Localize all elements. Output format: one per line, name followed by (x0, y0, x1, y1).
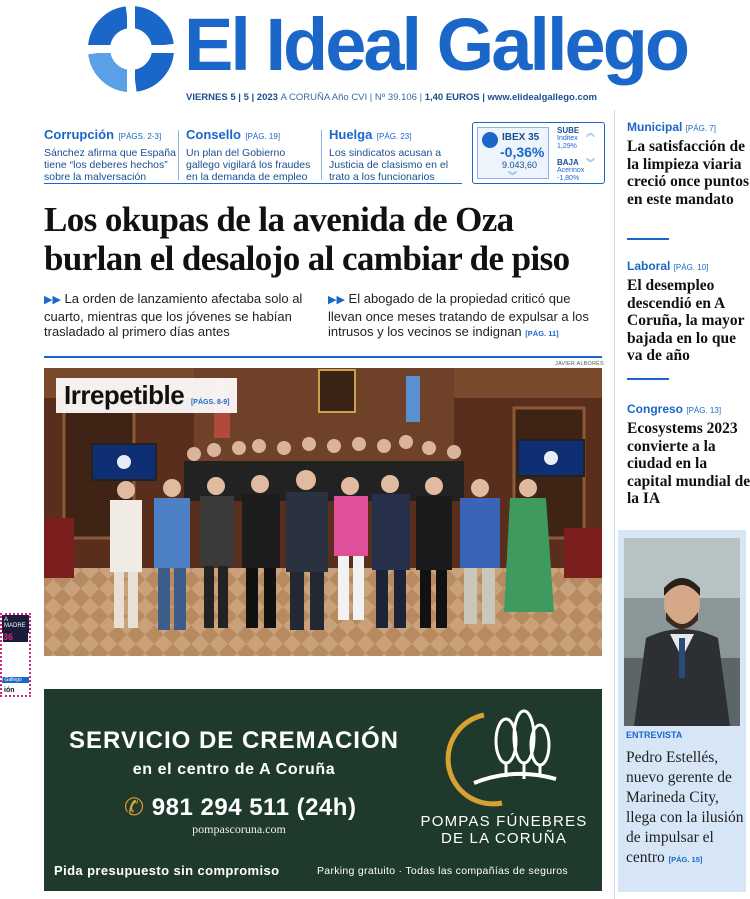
ibex-up-pct: 1,29% (557, 143, 577, 150)
subhead-left (44, 291, 314, 340)
chart-trend-icon (482, 132, 498, 148)
teaser-page: [PÁG. 23] (376, 132, 412, 141)
teaser-text: Un plan del Gobierno gallego vigilará los fraudes en la demanda de empleo (186, 147, 311, 183)
photo-credit: JAVIER ALBORÉS (555, 361, 604, 367)
photo-label-page: [PÁGS. 8-9] (190, 399, 230, 406)
ibex-market-box[interactable] (472, 122, 605, 184)
story-page: [PÁG. 13] (686, 406, 722, 415)
chevron-down-icon: ︾ (508, 171, 518, 181)
ad-subtitle: en el centro de A Coruña (132, 761, 336, 778)
ad-website[interactable]: pompascoruna.com (192, 822, 286, 836)
interview-text (626, 748, 744, 870)
story-section-name: Laboral (627, 259, 671, 273)
story-page: [PÁG. 10] (673, 263, 709, 272)
chevron-up-icon: ︽ (586, 128, 596, 138)
cremation-service-ad[interactable] (44, 689, 602, 891)
teaser-title: Huelga (329, 127, 373, 142)
sliver-number: 36 (3, 632, 28, 642)
edge-sliver-ad (0, 613, 31, 697)
ibex-down-details (557, 167, 584, 183)
ibex-up-details (557, 135, 578, 151)
section-divider (44, 356, 602, 358)
ad-footer-left: Pida presupuesto sin compromiso (54, 863, 280, 878)
ibex-down-label: BAJA (557, 158, 579, 167)
ibex-up-label: SUBE (557, 126, 580, 135)
teaser-text: Los sindicatos acusan a Justicia de clasismo en el trato a los funcionarios (329, 147, 449, 183)
story-divider (627, 238, 669, 240)
story-section (627, 259, 750, 273)
subhead-page-ref: [PÁG. 11] (525, 329, 559, 338)
sliver-top-text: A MADRE (2, 615, 29, 633)
teaser-title: Consello (186, 127, 241, 142)
teaser-text: Sánchez afirma que España tiene “los deberes hechos” sobre la malversación (44, 147, 176, 183)
double-arrow-icon: ▶▶ (44, 294, 61, 306)
dateline (186, 92, 597, 103)
portrait-illustration (624, 538, 740, 726)
teaser-title: Corrupción (44, 127, 115, 142)
group-photo[interactable] (44, 368, 602, 656)
ad-brand-line1: POMPAS FÚNEBRES (420, 813, 588, 830)
story-headline: Ecosystems 2023 convierte a la ciudad en la capital mundial de la IA (627, 420, 750, 507)
website-link[interactable]: | www.elidealgallego.com (482, 92, 598, 103)
ibex-name: IBEX 35 (502, 132, 540, 143)
ibex-down-company: Acerinox (557, 167, 585, 174)
story-section (627, 120, 750, 134)
ad-footer (44, 859, 602, 881)
teaser-huelga[interactable] (329, 126, 461, 183)
story-congreso[interactable] (627, 402, 750, 508)
interview-summary: Pedro Estellés, nuevo gerente de Marineda City, llega con la ilusión de impulsar el centro (626, 749, 744, 866)
teaser-page: [PÁG. 19] (245, 132, 281, 141)
story-section-name: Municipal (627, 120, 683, 134)
story-page: [PÁG. 7] (685, 124, 716, 133)
interview-portrait (624, 538, 740, 726)
story-laboral[interactable] (627, 259, 750, 365)
interview-label: ENTREVISTA (626, 730, 683, 740)
subhead-right (328, 291, 598, 342)
story-section (627, 402, 750, 416)
ibex-index-panel (477, 127, 549, 179)
issue-price: 1,40 EUROS (424, 92, 480, 103)
ibex-value: 9.043,60 (502, 160, 538, 170)
issue-date: VIERNES 5 | 5 | 2023 (186, 92, 278, 103)
phone-icon: ✆ (124, 794, 145, 821)
teasers-strip (44, 122, 462, 184)
sliver-brand: l Gallego (2, 677, 29, 683)
photo-label (56, 378, 237, 413)
issue-location: A CORUÑA Año CVI | Nº 39.106 | (280, 92, 423, 103)
teaser-divider (178, 130, 179, 180)
ibex-change: -0,36% (500, 144, 545, 160)
masthead (80, 0, 690, 110)
story-section-name: Congreso (627, 402, 684, 416)
story-divider (627, 378, 669, 380)
sliver-bottom-text: ión (4, 687, 15, 694)
subhead-left-text: La orden de lanzamiento afectaba solo al cuarto, mientras que los jóvenes se habían trasladado al primero días antes (44, 291, 303, 339)
interview-box[interactable] (618, 530, 746, 892)
newspaper-logo-title[interactable]: El Ideal Gallego (184, 3, 688, 86)
ad-phone[interactable] (124, 793, 356, 822)
logo-ring-icon (86, 4, 176, 94)
story-headline: La satisfacción de la limpieza viaria creció once puntos en este mandato (627, 138, 749, 208)
teaser-divider (321, 130, 322, 180)
subhead-right-text: El abogado de la propiedad criticó que llevan once meses tratando de expulsar a los intrusos y los vecinos se indignan (328, 291, 589, 339)
ad-footer-right: Parking gratuito · Todas las compañías de seguros (317, 865, 568, 877)
ibex-up-company: Inditex (557, 135, 578, 142)
ad-title: SERVICIO DE CREMACIÓN (69, 727, 399, 754)
teaser-corrupcion[interactable] (44, 126, 176, 183)
story-municipal[interactable] (627, 120, 750, 208)
ad-phone-number: 981 294 511 (24h) (151, 794, 357, 821)
trees-logo-icon (444, 707, 564, 807)
double-arrow-icon: ▶▶ (328, 294, 345, 306)
teaser-consello[interactable] (186, 126, 318, 183)
teaser-page: [PÁGS. 2-3] (118, 132, 162, 141)
chevron-down-icon: ︾ (586, 158, 596, 168)
photo-label-text: Irrepetible (64, 380, 185, 410)
interview-page: [PÁG. 15] (668, 855, 703, 864)
main-headline[interactable]: Los okupas de la avenida de Oza burlan el desalojo al cambiar de piso (44, 200, 570, 278)
ibex-down-pct: -1,80% (557, 175, 580, 182)
story-headline: El desempleo descendió en A Coruña, la mayor bajada en lo que va de año (627, 277, 745, 364)
ad-brand-line2: DE LA CORUÑA (440, 830, 568, 847)
